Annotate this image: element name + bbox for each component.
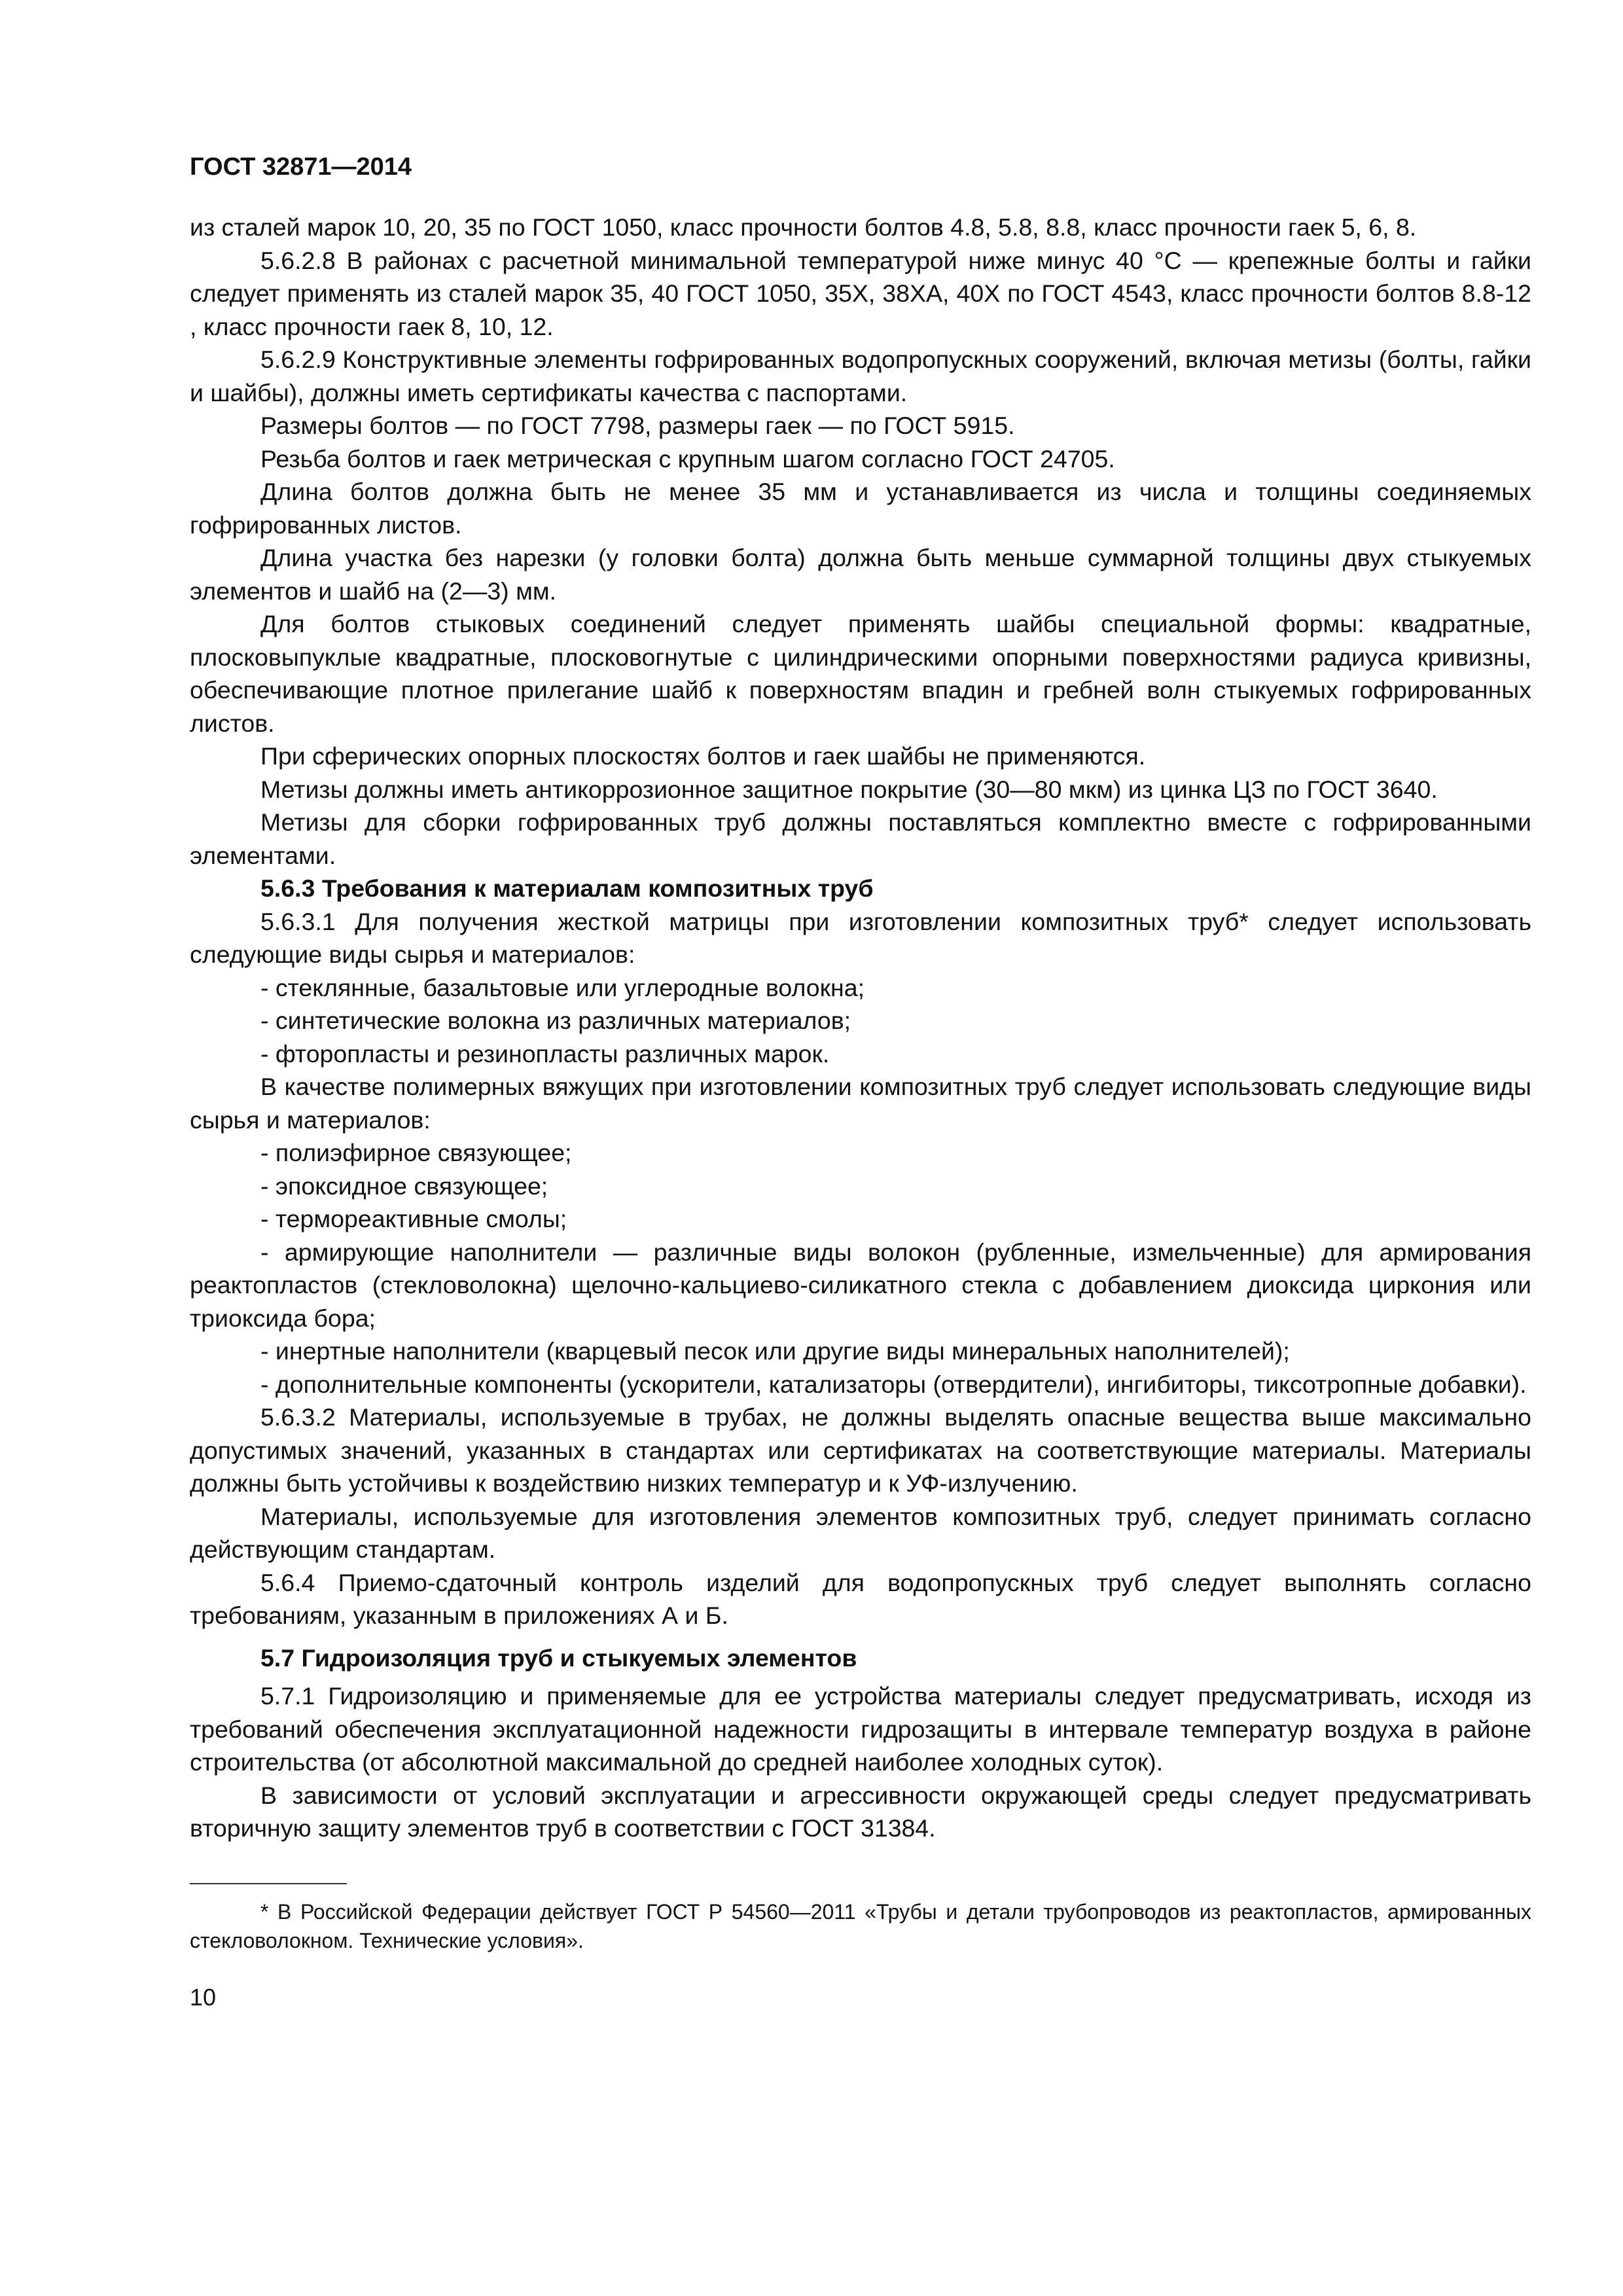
paragraph: из сталей марок 10, 20, 35 по ГОСТ 1050, класс прочности болтов 4.8, 5.8, 8.8, класс прочности гаек 5, 6, 8. <box>190 213 1417 241</box>
document-body <box>190 211 1531 1845</box>
paragraph-5-6-4: 5.6.4 Приемо-сдаточный контроль изделий для водопропускных труб следует выполнять согласно требованиям, указанным в приложениях А и Б. <box>190 1568 1531 1629</box>
list-item: - дополнительные компоненты (ускорители, катализаторы (отвердители), ингибиторы, тиксотропные добавки). <box>260 1370 1527 1398</box>
paragraph-5-6-3-2: 5.6.3.2 Материалы, используемые в трубах, не должны выделять опасные вещества выше максимально допустимых значений, указанных в стандартах или сертификатах на соответствующие материалы. Материалы должны быть устойчивы к воздействию низких температур и к УФ-излучению. <box>190 1403 1531 1497</box>
section-heading-5-6-3: 5.6.3 Требования к материалам композитных труб <box>260 874 874 902</box>
standard-id-header: ГОСТ 32871—2014 <box>190 153 412 181</box>
paragraph-washers: Для болтов стыковых соединений следует применять шайбы специальной формы: квадратные, плосковыпуклые квадратные, плосковогнутые с цилиндрическими опорными поверхностями радиуса кривизны, обеспечивающие плотное прилегание шайб к поверхностям впадин и гребней волн стыкуемых гофрированных листов. <box>190 610 1531 737</box>
list-item: - стеклянные, базальтовые или углеродные волокна; <box>260 973 865 1001</box>
paragraph-5-6-3-1: 5.6.3.1 Для получения жесткой матрицы при изготовлении композитных труб* следует использовать следующие виды сырья и материалов: <box>190 907 1531 968</box>
paragraph-thread: Резьба болтов и гаек метрическая с крупным шагом согласно ГОСТ 24705. <box>260 444 1115 473</box>
footnote: * В Российской Федерации действует ГОСТ Р 54560—2011 «Трубы и детали трубопроводов из реактопластов, армированных стекловолокном. Технические условия». <box>190 1899 1531 1952</box>
paragraph-5-7-1: 5.7.1 Гидроизоляцию и применяемые для ее устройства материалы следует предусматривать, исходя из требований обеспечения эксплуатационной надежности гидрозащиты в интервале температур воздуха в районе строительства (от абсолютной максимальной до средней наиболее холодных суток). <box>190 1682 1531 1776</box>
list-item: - полиэфирное связующее; <box>260 1139 572 1166</box>
paragraph-5-6-2-9: 5.6.2.9 Конструктивные элементы гофрированных водопропускных сооружений, включая метизы (болты, гайки и шайбы), должны иметь сертификаты качества с паспортами. <box>190 346 1531 406</box>
list-item: - синтетические волокна из различных материалов; <box>260 1007 851 1034</box>
paragraph-coating: Метизы должны иметь антикоррозионное защитное покрытие (30—80 мкм) из цинка ЦЗ по ГОСТ 3640. <box>260 775 1438 803</box>
paragraph-binders: В качестве полимерных вяжущих при изготовлении композитных труб следует использовать следующие виды сырья и материалов: <box>190 1073 1531 1134</box>
list-item: - эпоксидное связующее; <box>260 1172 548 1200</box>
paragraph-5-6-2-8: 5.6.2.8 В районах с расчетной минимальной температурой ниже минус 40 °С — крепежные болты и гайки следует применять из сталей марок 35, 40 ГОСТ 1050, 35Х, 38ХА, 40Х по ГОСТ 4543, класс прочности болтов 8.8-12 , класс прочности гаек 8, 10, 12. <box>190 246 1531 340</box>
list-item: - фторопласты и резинопласты различных марок. <box>260 1039 830 1067</box>
section-heading-5-7: 5.7 Гидроизоляция труб и стыкуемых элементов <box>260 1643 857 1672</box>
list-item: - инертные наполнители (кварцевый песок или другие виды минеральных наполнителей); <box>260 1337 1290 1365</box>
paragraph-spherical: При сферических опорных плоскостях болтов и гаек шайбы не применяются. <box>260 742 1146 770</box>
paragraph-unthreaded-length: Длина участка без нарезки (у головки болта) должна быть меньше суммарной толщины двух стыкуемых элементов и шайб на (2—3) мм. <box>190 544 1531 605</box>
document-page <box>190 151 1531 2013</box>
list-item: - армирующие наполнители — различные виды волокон (рубленные, измельченные) для армирования реактопластов (стекловолокна) щелочно-кальциево-силикатного стекла с добавлением диоксида циркония или триоксида бора; <box>190 1238 1531 1332</box>
paragraph-materials-standards: Материалы, используемые для изготовления элементов композитных труб, следует принимать согласно действующим стандартам. <box>190 1502 1531 1563</box>
paragraph-delivery: Метизы для сборки гофрированных труб должны поставляться комплектно вместе с гофрированными элементами. <box>190 808 1531 869</box>
paragraph-bolt-sizes: Размеры болтов — по ГОСТ 7798, размеры гаек — по ГОСТ 5915. <box>260 412 1015 439</box>
paragraph-secondary-protection: В зависимости от условий эксплуатации и агрессивности окружающей среды следует предусматривать вторичную защиту элементов труб в соответствии с ГОСТ 31384. <box>190 1781 1531 1842</box>
paragraph-bolt-length: Длина болтов должна быть не менее 35 мм и устанавливается из числа и толщины соединяемых гофрированных листов. <box>190 478 1531 539</box>
footnote-divider <box>190 1883 347 1884</box>
page-number: 10 <box>190 1983 217 2011</box>
list-item: - термореактивные смолы; <box>260 1205 567 1232</box>
